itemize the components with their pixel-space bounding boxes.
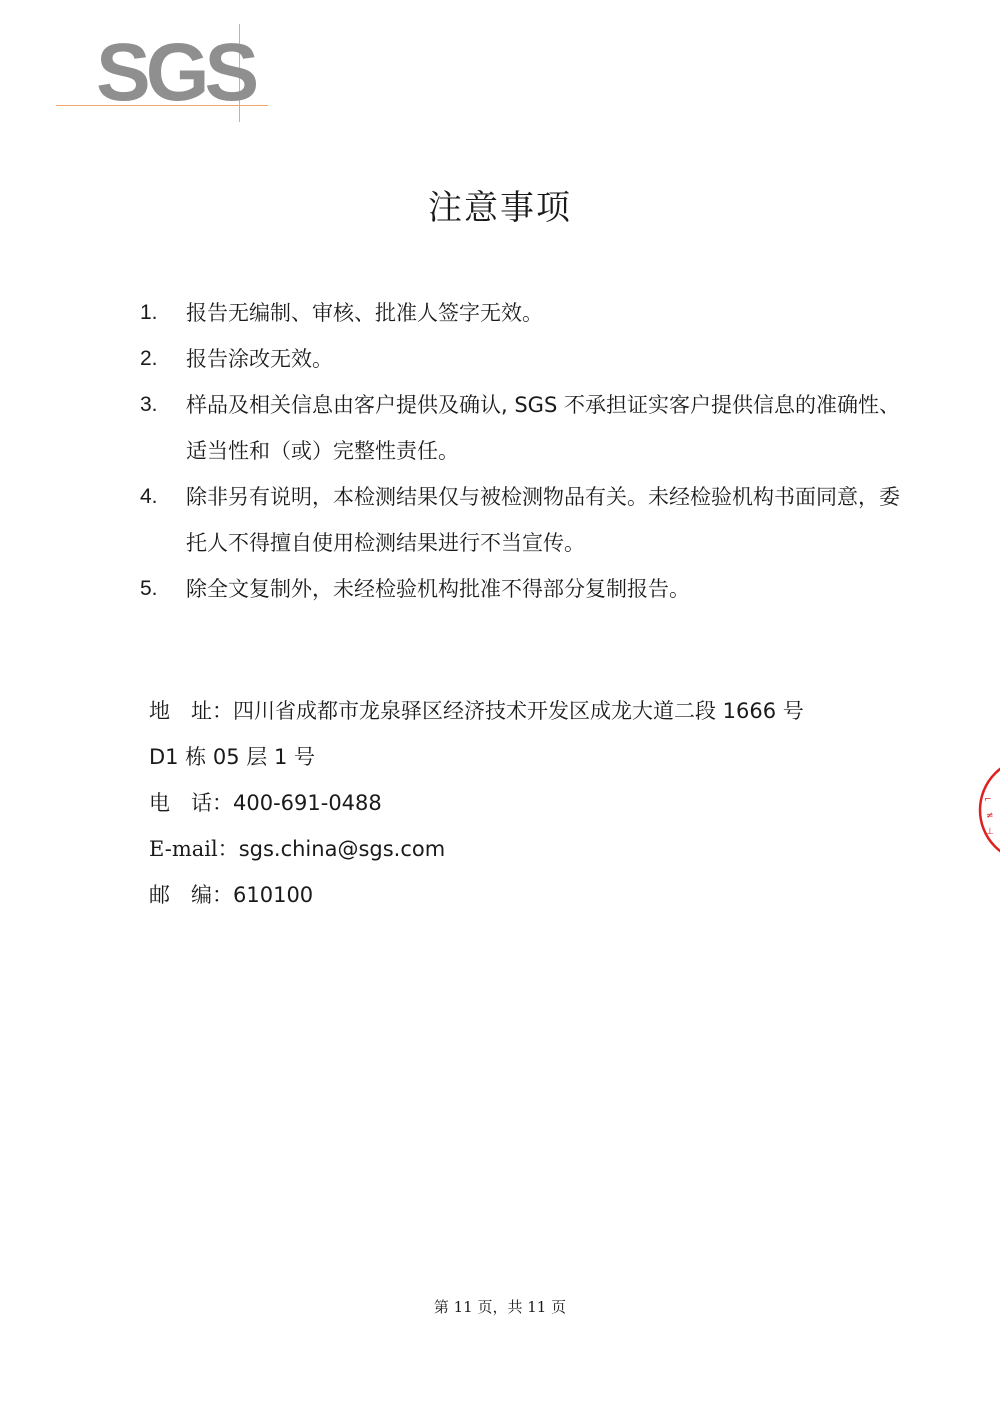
sgs-logo — [56, 24, 276, 124]
phone-row — [149, 780, 909, 826]
phone-value: 400-691-0488 — [233, 791, 382, 815]
notice-number: 2. — [140, 347, 158, 370]
address-line1: 四川省成都市龙泉驿区经济技术开发区成龙大道二段 1666 号 — [233, 699, 804, 723]
notice-text: 除全文复制外，未经检验机构批准不得部分复制报告。 — [186, 577, 690, 601]
notice-number: 3. — [140, 393, 158, 416]
svg-text:⊥: ⊥ — [986, 827, 994, 837]
postcode-value: 610100 — [233, 883, 314, 907]
phone-label: 电 话： — [149, 791, 233, 815]
notice-text: 报告涂改无效。 — [186, 347, 333, 371]
address-row — [149, 688, 909, 734]
email-label: E-mail： — [149, 837, 239, 861]
postcode-row — [149, 872, 909, 918]
postcode-label: 邮 编： — [149, 883, 233, 907]
notice-text: 报告无编制、审核、批准人签字无效。 — [186, 301, 543, 325]
svg-text:⌐: ⌐ — [984, 795, 992, 805]
notice-list — [140, 290, 910, 612]
notice-text: 样品及相关信息由客户提供及确认, SGS 不承担证实客户提供信息的准确性、适当性和（或）完整性责任。 — [186, 393, 900, 463]
svg-text:≠: ≠ — [986, 811, 994, 821]
notice-item — [140, 382, 910, 474]
notice-number: 5. — [140, 577, 158, 600]
notice-item — [140, 474, 910, 566]
page-footer: 第 11 页，共 11 页 — [433, 1298, 567, 1316]
notice-number: 1. — [140, 301, 158, 324]
seal-stamp-icon — [970, 750, 1000, 870]
page-title: 注意事项 — [428, 188, 572, 228]
contact-block — [149, 688, 909, 918]
address-row-2 — [149, 734, 909, 780]
notice-number: 4. — [140, 485, 158, 508]
address-line2: D1 栋 05 层 1 号 — [149, 745, 315, 769]
email-value: sgs.china@sgs.com — [238, 837, 446, 861]
notice-text: 除非另有说明，本检测结果仅与被检测物品有关。未经检验机构书面同意，委托人不得擅自使用检测结果进行不当宣传。 — [186, 485, 900, 555]
logo-text: SGS — [96, 27, 255, 118]
notice-item — [140, 290, 910, 336]
email-row — [149, 826, 909, 872]
notice-item — [140, 336, 910, 382]
address-label: 地 址： — [149, 699, 233, 723]
notice-item — [140, 566, 910, 612]
